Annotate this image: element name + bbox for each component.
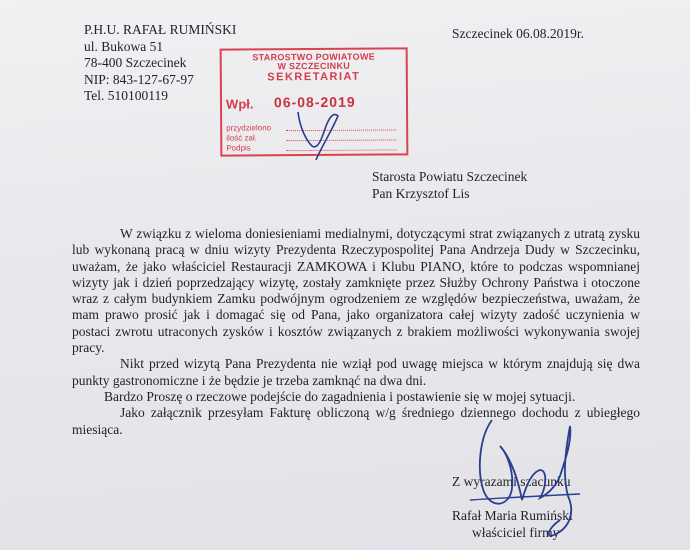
stamp-office: STAROSTWO POWIATOWE [252, 51, 376, 63]
stamp-signature-label: Podpis [226, 143, 251, 153]
body-paragraph-1: W związku z wieloma doniesieniami medialnymi, dotyczącymi strat związanych z utratą zysku lub wykonaną pracą w dniu wizyty Prezydenta Rzeczypospolitej Pana Andrzeja Dudy w Szczecinku, uważam, że jako właściciel Restauracji ZAMKOWA i Klubu PIANO, które to podczas wspomnianej wizyty jak i dzień poprzedzający wizytę, zostały zamknięte przez Służby Ochrony Państwa i otoczone wraz z całym budynkiem Zamku podwójnym ogrodzeniem ze względów bezpieczeństwa, uważam, że mam prawo prosić jak i domagać się od Pana, jako organizatora całej wizyty zadość uczynienia w postaci zwrotu utraconych zysków i kosztów związanych z brakiem możliwości wykonywania swojej pracy. [72, 226, 640, 356]
addressee-name: Pan Krzysztof Lis [372, 186, 470, 201]
signer-name: Rafał Maria Rumiński [452, 508, 573, 523]
body-paragraph-2: Nikt przed wizytą Pana Prezydenta nie wziął pod uwagę miejsca w którym znajdują się dwa punkty gastronomiczne i że będzie je trzeba zamknąć na dwa dni. [72, 356, 640, 388]
letter-body [72, 226, 640, 438]
stamp-assigned-label: przydzielono [226, 123, 272, 133]
sender-city: 78-400 Szczecinek [84, 55, 187, 70]
signature-flourish-icon [470, 494, 580, 500]
sender-company: P.H.U. RAFAŁ RUMIŃSKI [84, 22, 237, 37]
stamp-received-date: 06-08-2019 [273, 93, 356, 111]
stamp-town: W SZCZECINKU [277, 60, 351, 72]
stamp-received-label: Wpł. [225, 96, 254, 112]
sender-phone: Tel. 510100119 [84, 88, 169, 103]
closing-regards: Z wyrazami szacunku [452, 474, 571, 489]
stamp-assigned-line [286, 129, 396, 131]
body-paragraph-3: Bardzo Proszę o rzeczowe podejście do zagadnienia i postawienie się w mojej sytuacji. [104, 388, 576, 404]
stamp-department: SEKRETARIAT [267, 70, 361, 84]
body-paragraph-4: Jako załącznik przesyłam Fakturę obliczoną w/g średniego dziennego dochodu z ubiegłego miesiąca. [72, 405, 640, 437]
stamp-attachments-label: ilość zał. [226, 133, 257, 143]
addressee-block [372, 168, 527, 202]
addressee-title: Starosta Powiatu Szczecinek [372, 169, 528, 184]
sender-block [84, 22, 236, 105]
stamp-signature-line [286, 149, 396, 151]
sender-street: ul. Bukowa 51 [84, 38, 164, 54]
signer-role: właściciel firmy [472, 525, 560, 540]
received-stamp [220, 47, 409, 156]
stamp-attachments-line [286, 139, 396, 141]
sender-nip: NIP: 843-127-67-97 [84, 71, 194, 87]
place-and-date: Szczecinek 06.08.2019r. [452, 26, 584, 41]
